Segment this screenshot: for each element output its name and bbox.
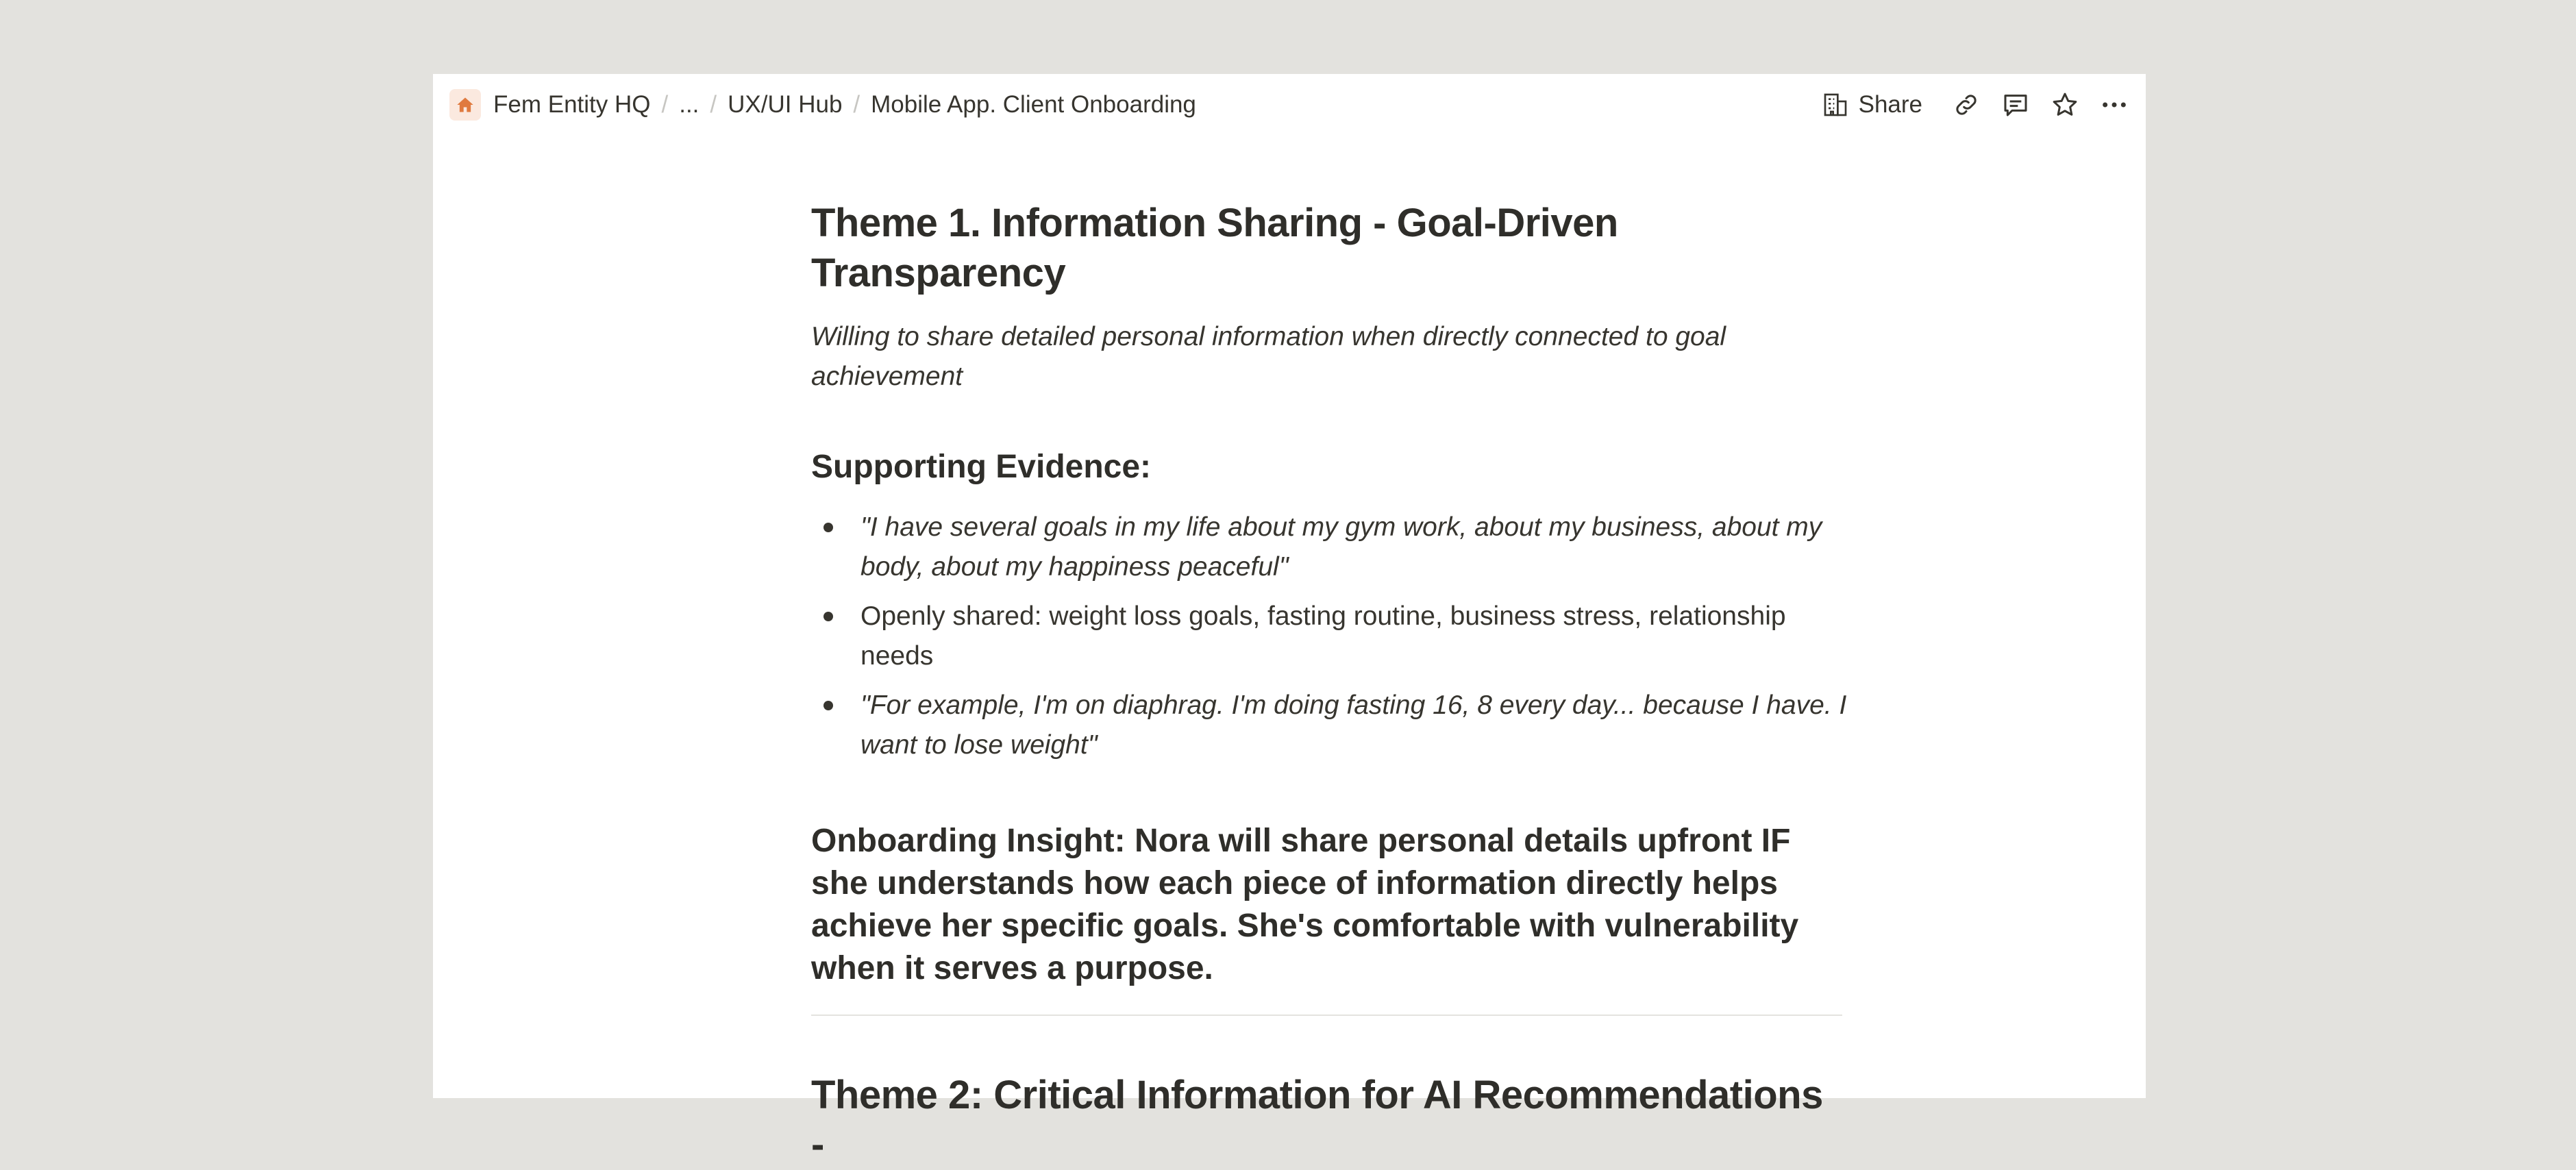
top-bar: [433, 74, 2146, 136]
bullet-icon: [823, 612, 833, 621]
breadcrumb-separator: /: [661, 91, 669, 118]
bullet-icon: [823, 701, 833, 710]
divider: [811, 1015, 1842, 1016]
breadcrumb-ellipsis[interactable]: ...: [679, 91, 699, 118]
breadcrumb-separator: /: [853, 91, 860, 118]
theme-2-heading[interactable]: Theme 2: Critical Information for AI Recommendations -: [811, 1072, 1823, 1167]
building-icon: [1822, 91, 1849, 119]
supporting-evidence-heading[interactable]: Supporting Evidence:: [811, 449, 1152, 485]
list-item-text: Openly shared: weight loss goals, fasting routine, business stress, relationship needs: [860, 601, 1786, 671]
breadcrumb: [433, 89, 1202, 121]
theme-1-subtitle[interactable]: Willing to share detailed personal information when directly connected to goal achievement: [811, 322, 1726, 391]
bullet-icon: [823, 523, 833, 532]
breadcrumb-parent[interactable]: UX/UI Hub: [728, 91, 843, 118]
comment-icon[interactable]: [1991, 80, 2040, 129]
list-item[interactable]: [811, 686, 1847, 765]
breadcrumb-separator: /: [710, 91, 717, 118]
theme-1-heading[interactable]: Theme 1. Information Sharing - Goal-Driven Transparency: [811, 201, 1618, 295]
page-window: [433, 74, 2146, 1167]
page-content: [811, 199, 1846, 1170]
page-actions: [1822, 80, 2146, 129]
breadcrumb-current-page[interactable]: Mobile App. Client Onboarding: [871, 91, 1196, 118]
list-item-text: "I have several goals in my life about my gym work, about my business, about my body, about my happiness peaceful": [860, 512, 1822, 582]
more-icon[interactable]: [2090, 80, 2139, 129]
star-icon[interactable]: [2040, 80, 2090, 129]
home-icon[interactable]: [449, 89, 481, 121]
link-icon[interactable]: [1942, 80, 1991, 129]
breadcrumb-workspace[interactable]: Fem Entity HQ: [493, 91, 651, 118]
share-button[interactable]: [1822, 91, 1922, 119]
evidence-list: [811, 508, 1846, 765]
onboarding-insight-heading[interactable]: Onboarding Insight: Nora will share personal details upfront IF she understands how each piece of information directly helps achieve her specific goals. She's comfortable with vulnerability when it serves a purpose.: [811, 822, 1799, 986]
list-item[interactable]: [811, 508, 1847, 587]
share-label: Share: [1858, 91, 1922, 118]
list-item-text: "For example, I'm on diaphrag. I'm doing fasting 16, 8 every day... because I have. I want to lose weight": [860, 690, 1847, 760]
list-item[interactable]: [811, 597, 1847, 676]
